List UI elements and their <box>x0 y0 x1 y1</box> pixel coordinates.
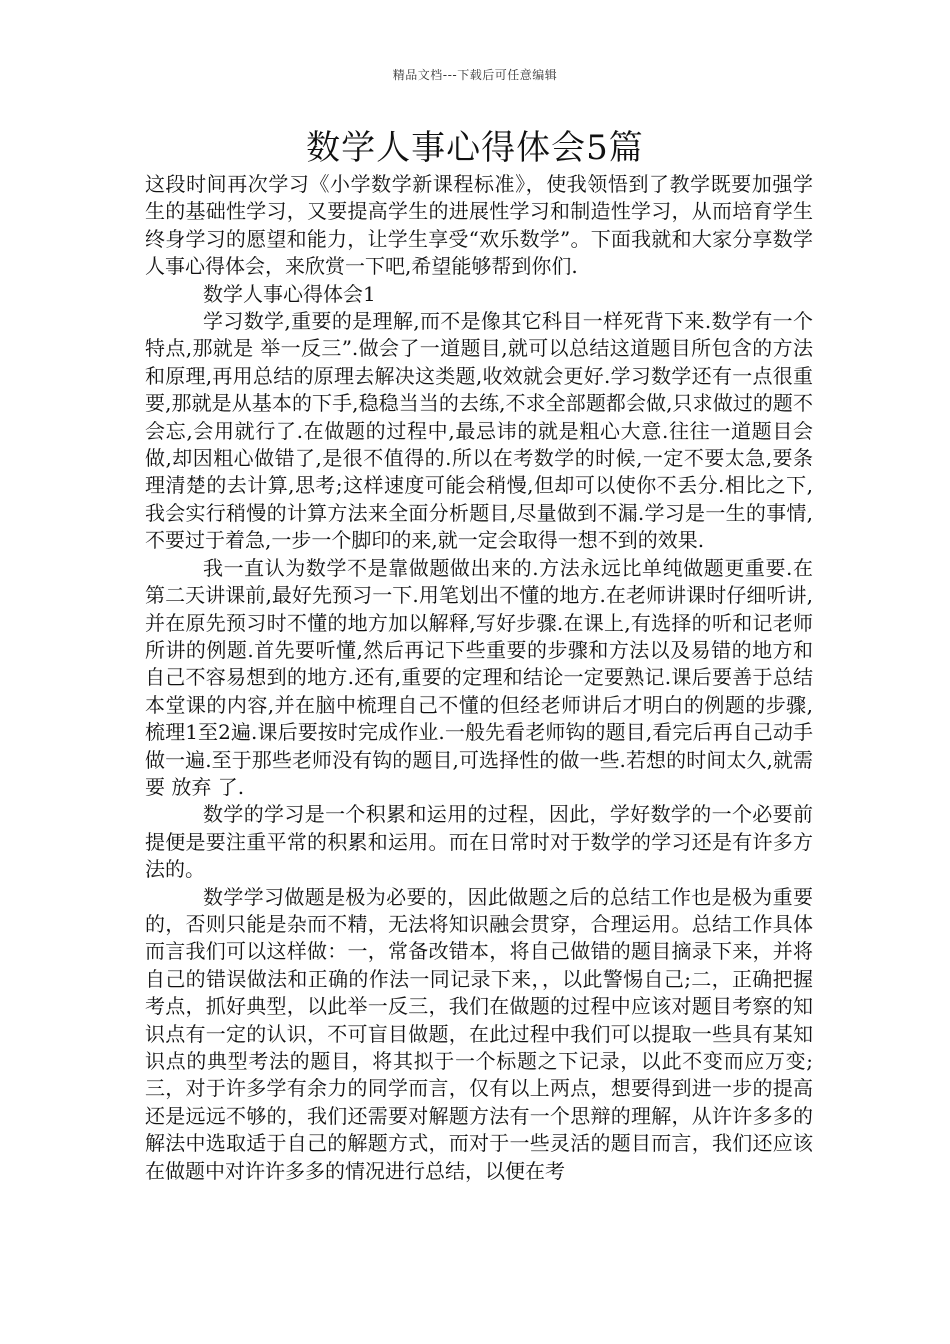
document-body <box>145 171 813 1185</box>
body-paragraph-2: 我一直认为数学不是靠做题做出来的.方法永远比单纯做题更重要.在第二天讲课前,最好先预习一下.用笔划出不懂的地方.在老师讲课时仔细听讲,并在原先预习时不懂的地方加以解释,写好步骤.在课上,有选择的听和记老师所讲的例题.首先要听懂,然后再记下些重要的步骤和方法以及易错的地方和自己不容易想到的地方.还有,重要的定理和结论一定要熟记.课后要善于总结本堂课的内容,并在脑中梳理自己不懂的但经老师讲后才明白的例题的步骤,梳理1至2遍.课后要按时完成作业.一般先看老师钩的题目,看完后再自己动手做一遍.至于那些老师没有钩的题目,可选择性的做一些.若想的时间太久,就需要 放弃 了. <box>145 555 813 799</box>
body-paragraph-4: 数学学习做题是极为必要的，因此做题之后的总结工作也是极为重要的，否则只能是杂而不精，无法将知识融会贯穿，合理运用。总结工作具体而言我们可以这样做：一，常备改错本，将自己做错的题目摘录下来，并将自己的错误做法和正确的作法一同记录下来，，以此警惕自己;二，正确把握考点，抓好典型，以此举一反三，我们在做题的过程中应该对题目考察的知识点有一定的认识，不可盲目做题，在此过程中我们可以提取一些具有某知识点的典型考法的题目，将其拟于一个标题之下记录，以此不变而应万变;三，对于许多学有余力的同学而言，仅有以上两点，想要得到进一步的提高还是远远不够的，我们还需要对解题方法有一个思辩的理解，从许许多多的解法中选取适于自己的解题方式，而对于一些灵活的题目而言，我们还应该在做题中对许许多多的情况进行总结，以便在考 <box>145 884 813 1183</box>
document-title: 数学人事心得体会5篇 <box>306 128 644 168</box>
body-paragraph-3: 数学的学习是一个积累和运用的过程，因此，学好数学的一个必要前提便是要注重平常的积累和运用。而在日常时对于数学的学习还是有许多方法的。 <box>145 802 813 882</box>
body-paragraph-1: 学习数学,重要的是理解,而不是像其它科目一样死背下来.数学有一个特点,那就是 举一反三”.做会了一道题目,就可以总结这道题目所包含的方法和原理,再用总结的原理去解决这类题,收效就会更好.学习数学还有一点很重要,那就是从基本的下手,稳稳当当的去练,不求全部题都会做,只求做过的题不会忘,会用就行了.在做题的过程中,最忌讳的就是粗心大意.往往一道题目会做,却因粗心做错了,是很不值得的.所以在考数学的时候,一定不要太急,要条理清楚的去计算,思考;这样速度可能会稍慢,但却可以使你不丢分.相比之下,我会实行稍慢的计算方法来全面分析题目,尽量做到不漏.学习是一生的事情,不要过于着急,一步一个脚印的来,就一定会取得一想不到的效果. <box>145 309 813 553</box>
section-heading: 数学人事心得体会1 <box>203 281 376 306</box>
page-header: 精品文档---下载后可任意编辑 <box>392 68 558 82</box>
intro-paragraph: 这段时间再次学习《小学数学新课程标准》，使我领悟到了教学既要加强学生的基础性学习，又要提高学生的进展性学习和制造性学习，从而培育学生终身学习的愿望和能力，让学生享受“欢乐数学”。下面我就和大家分享数学人事心得体会，来欣赏一下吧,希望能够帮到你们. <box>145 172 813 279</box>
